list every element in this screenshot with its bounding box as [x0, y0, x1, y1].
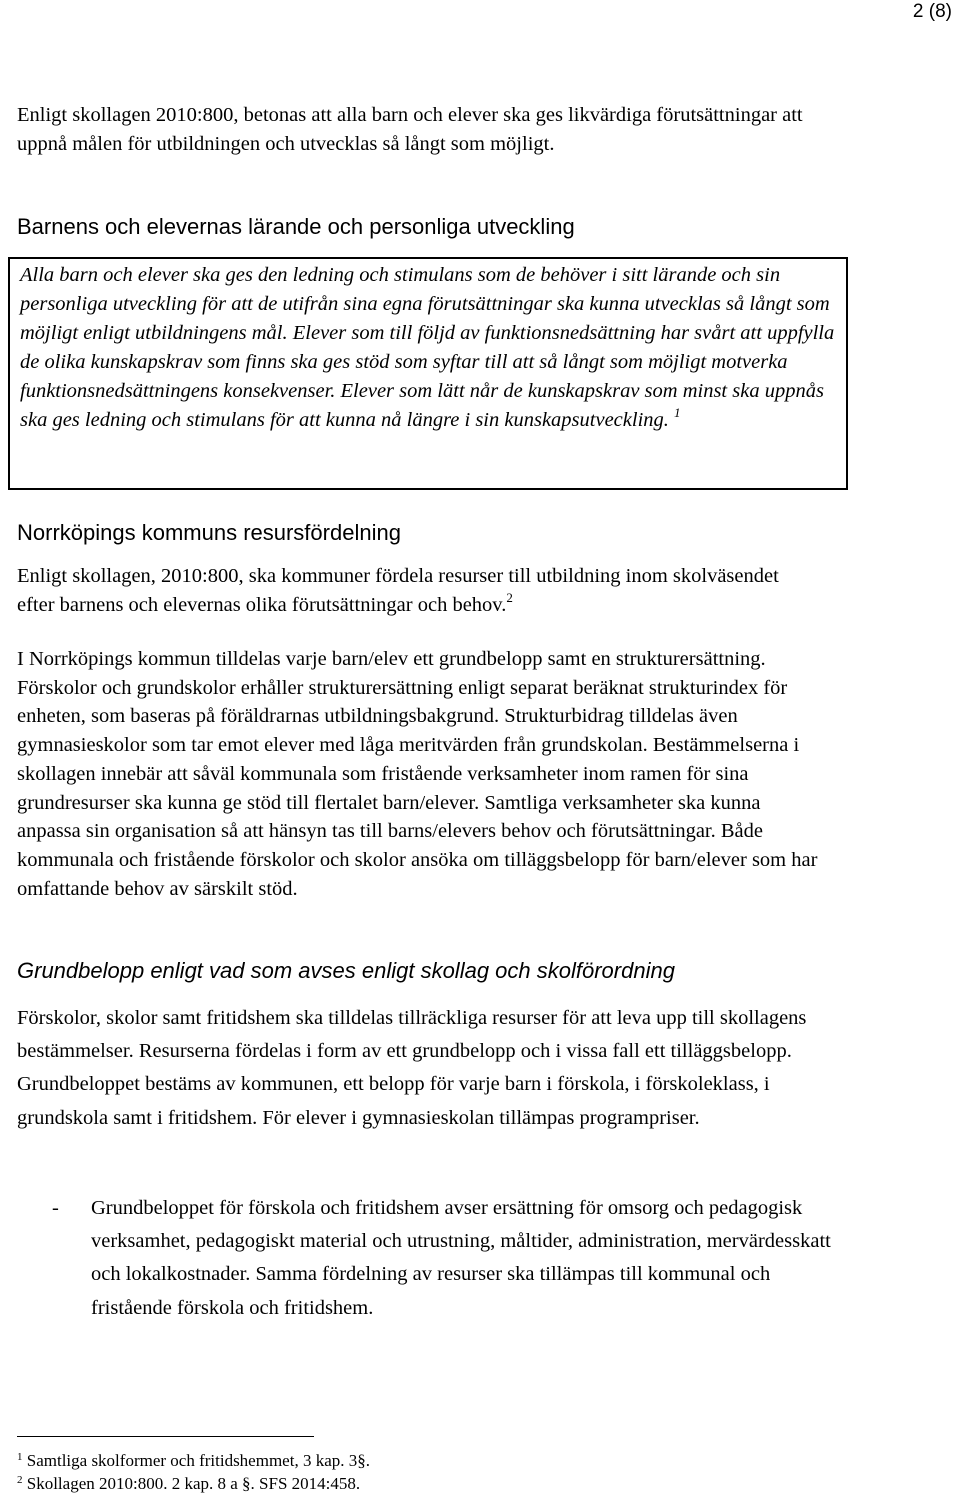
intro-paragraph: Enligt skollagen 2010:800, betonas att alla barn och elever ska ges likvärdiga förutsättningar att uppnå målen för utbildningen och utvecklas så långt som möjligt.: [17, 104, 803, 155]
footnote-2: [17, 1474, 360, 1494]
footnote-ref-2: 2: [506, 589, 513, 605]
list-item-text: Grundbeloppet för förskola och fritidshem avser ersättning för omsorg och pedagogisk verksamhet, pedagogiskt material och utrustning, måltider, administration, mervärdesskatt och lokalkostnader. Samma fördelning av resurser ska tillämpas till kommunal och fristående förskola och fritidshem.: [91, 1197, 831, 1319]
quote-box-text: Alla barn och elever ska ges den ledning och stimulans som de behöver i sitt lärande och sin personliga utveckling för att de utifrån sina egna förutsättningar ska kunna utvecklas så långt som möjligt enligt utbildningens mål. Elever som till följd av funktionsnedsättning har svårt att uppfylla de olika kunskapskrav som finns ska ges stöd som syftar till att så långt som möjligt motverka funktionsnedsättningens konsekvenser. Elever som lätt når de kunskapskrav som minst ska uppnås ska ges ledning och stimulans för att kunna nå längre i sin kunskapsutveckling.: [20, 264, 835, 431]
section-heading-resursfordelning: Norrköpings kommuns resursfördelning: [17, 520, 401, 545]
section-heading-grundbelopp: Grundbelopp enligt vad som avses enligt skollag och skolförordning: [17, 958, 675, 983]
section-heading-larande: Barnens och elevernas lärande och personliga utveckling: [17, 214, 575, 239]
resursfordelning-paragraph: [17, 562, 817, 619]
list-item: [17, 1192, 847, 1325]
footnote-separator: [17, 1436, 314, 1437]
list-dash: -: [52, 1197, 59, 1219]
footnote-1-text: Samtliga skolformer och fritidshemmet, 3 kap. 3§.: [26, 1451, 370, 1470]
quote-box: [8, 257, 848, 490]
quote-box-paragraph: [20, 261, 844, 435]
footnote-2-number: 2: [17, 1474, 23, 1486]
grundbelopp-list: [17, 1192, 847, 1325]
footnote-1: [17, 1451, 370, 1471]
footnote-ref-1: 1: [674, 405, 681, 420]
resursfordelning-text: Enligt skollagen, 2010:800, ska kommuner fördela resurser till utbildning inom skolväsendet efter barnens och elevernas olika förutsättningar och behov.: [17, 565, 779, 616]
page-number: 2 (8): [912, 1, 952, 22]
footnote-1-number: 1: [17, 1451, 23, 1463]
footnote-2-text: Skollagen 2010:800. 2 kap. 8 a §. SFS 2014:458.: [26, 1474, 361, 1493]
grundbelopp-paragraph: Förskolor, skolor samt fritidshem ska tilldelas tillräckliga resurser för att leva upp till skollagens bestämmelser. Resurserna fördelas i form av ett grundbelopp och i vissa fall ett tilläggsbelopp. Grundbeloppet bestäms av kommunen, ett belopp för varje barn i förskola, i förskoleklass, i grundskola samt i fritidshem. För elever i gymnasieskolan tillämpas programpriser.: [17, 1007, 807, 1129]
norrkoping-paragraph: I Norrköpings kommun tilldelas varje barn/elev ett grundbelopp samt en strukturersättning. Förskolor och grundskolor erhåller strukturersättning enligt separat beräknat strukturindex för enheten, som baseras på föräldrarnas utbildningsbakgrund. Strukturbidrag tilldelas även gymnasieskolor som tar emot elever med låga meritvärden från grundskolan. Bestämmelserna i skollagen innebär att såväl kommunala som fristående verksamheter inom ramen för sina grundresurser ska kunna ge stöd till flertalet barn/elever. Samtliga verksamheter ska kunna anpassa sin organisation så att hänsyn tas till barns/elevers behov och förutsättningar. Både kommunala och fristående förskolor och skolor ansöka om tilläggsbelopp för barn/elever som har omfattande behov av särskilt stöd.: [17, 648, 818, 900]
